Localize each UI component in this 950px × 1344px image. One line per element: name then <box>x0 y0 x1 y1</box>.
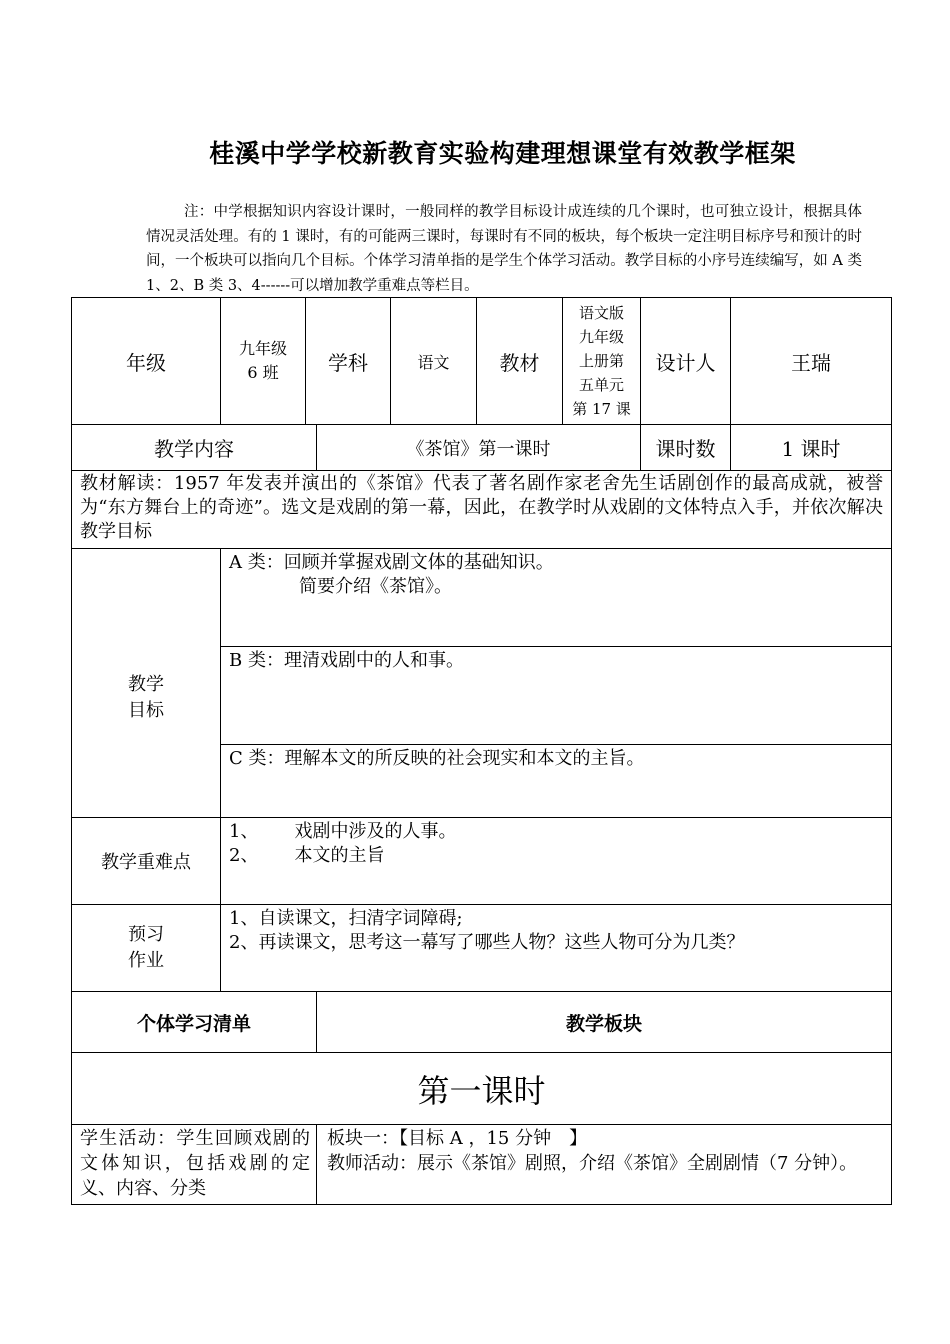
hours-label: 课时数 <box>641 425 731 471</box>
goal-b: B 类：理清戏剧中的人和事。 <box>221 647 892 745</box>
goals-label <box>72 549 221 818</box>
grade-value-line: 九年级 <box>238 339 287 358</box>
key-point-item <box>229 820 883 844</box>
content-value: 《茶馆》第一课时 <box>317 425 641 471</box>
lesson-plan-table <box>71 297 892 1205</box>
goal-row-a <box>72 549 892 647</box>
textbook-line: 上册第 <box>578 352 624 370</box>
key-points-label: 教学重难点 <box>72 818 221 905</box>
preview-label-line: 预习 <box>128 924 164 945</box>
goal-a <box>221 549 892 647</box>
page-title: 桂溪中学学校新教育实验构建理想课堂有效教学框架 <box>209 139 796 168</box>
subject-value: 语文 <box>391 298 477 425</box>
goal-a-line2: 简要介绍《茶馆》。 <box>299 576 452 597</box>
header-row <box>72 298 892 425</box>
designer-label: 设计人 <box>641 298 731 425</box>
note-paragraph: 注：中学根据知识内容设计课时，一般同样的教学目标设计成连续的几个课时，也可独立设计，根据具体情况灵活处理。有的 1 课时，有的可能两三课时，每课时有不同的板块，每个板块一定注明目标序号和预计的时间，一个板块可以指向几个目标。个体学习清单指的是学生个体学习活动。教学目标的小序号连续编写，如 A 类 1、2、B 类 3、4------可以增加教学重难点等栏目。 <box>146 204 862 294</box>
grade-label: 年级 <box>72 298 221 425</box>
goal-a-line1: A 类：回顾并掌握戏剧文体的基础知识。 <box>229 552 554 573</box>
textbook-line: 语文版 <box>578 304 624 322</box>
key-point-number: 2、 <box>229 845 259 866</box>
designer-value: 王瑞 <box>731 298 892 425</box>
preview-row <box>72 905 892 992</box>
block-title: 板块一：【目标 A ，15 分钟 】 <box>327 1128 588 1149</box>
textbook-line: 五单元 <box>578 376 624 394</box>
preview-content <box>221 905 892 992</box>
textbook-line: 九年级 <box>578 328 624 346</box>
textbook-value <box>563 298 641 425</box>
content-row <box>72 425 892 471</box>
subject-label: 学科 <box>306 298 391 425</box>
preview-label <box>72 905 221 992</box>
hours-value: 1 课时 <box>731 425 892 471</box>
preview-line: 2、再读课文，思考这一幕写了哪些人物？这些人物可分为几类？ <box>229 932 745 953</box>
interpretation-row <box>72 471 892 549</box>
preview-label-line: 作业 <box>128 950 164 971</box>
teaching-blocks-header: 教学板块 <box>317 992 892 1053</box>
goals-label-line: 目标 <box>128 700 164 721</box>
key-point-number: 1、 <box>229 821 259 842</box>
key-points-content <box>221 818 892 905</box>
period-title: 第一课时 <box>72 1053 892 1125</box>
teacher-activity: 教师活动：展示《茶馆》剧照，介绍《茶馆》全剧剧情（7 分钟）。 <box>327 1153 858 1174</box>
grade-value-line: 6 班 <box>247 363 279 382</box>
textbook-label: 教材 <box>477 298 563 425</box>
preview-line: 1、自读课文，扫清字词障碍; <box>229 908 463 929</box>
period-row <box>72 1053 892 1125</box>
goals-label-line: 教学 <box>128 674 164 695</box>
key-point-text: 戏剧中涉及的人事。 <box>294 821 457 842</box>
activity-row <box>72 1125 892 1205</box>
textbook-line: 第 17 课 <box>572 400 631 418</box>
section-header-row <box>72 992 892 1053</box>
key-point-item <box>229 844 883 868</box>
key-points-row <box>72 818 892 905</box>
interpretation-text: 教材解读：1957 年发表并演出的《茶馆》代表了著名剧作家老舍先生话剧创作的最高成就，被誉为“东方舞台上的奇迹”。选文是戏剧的第一幕，因此，在教学时从戏剧的文体特点入手，并依次解决教学目标 <box>72 471 892 549</box>
grade-value <box>221 298 306 425</box>
content-label: 教学内容 <box>72 425 317 471</box>
individual-list-header: 个体学习清单 <box>72 992 317 1053</box>
teaching-block <box>317 1125 892 1205</box>
key-point-text: 本文的主旨 <box>294 845 385 866</box>
goal-c: C 类：理解本文的所反映的社会现实和本文的主旨。 <box>221 745 892 818</box>
student-activity: 学生活动：学生回顾戏剧的文体知识，包括戏剧的定义、内容、分类 <box>72 1125 317 1205</box>
